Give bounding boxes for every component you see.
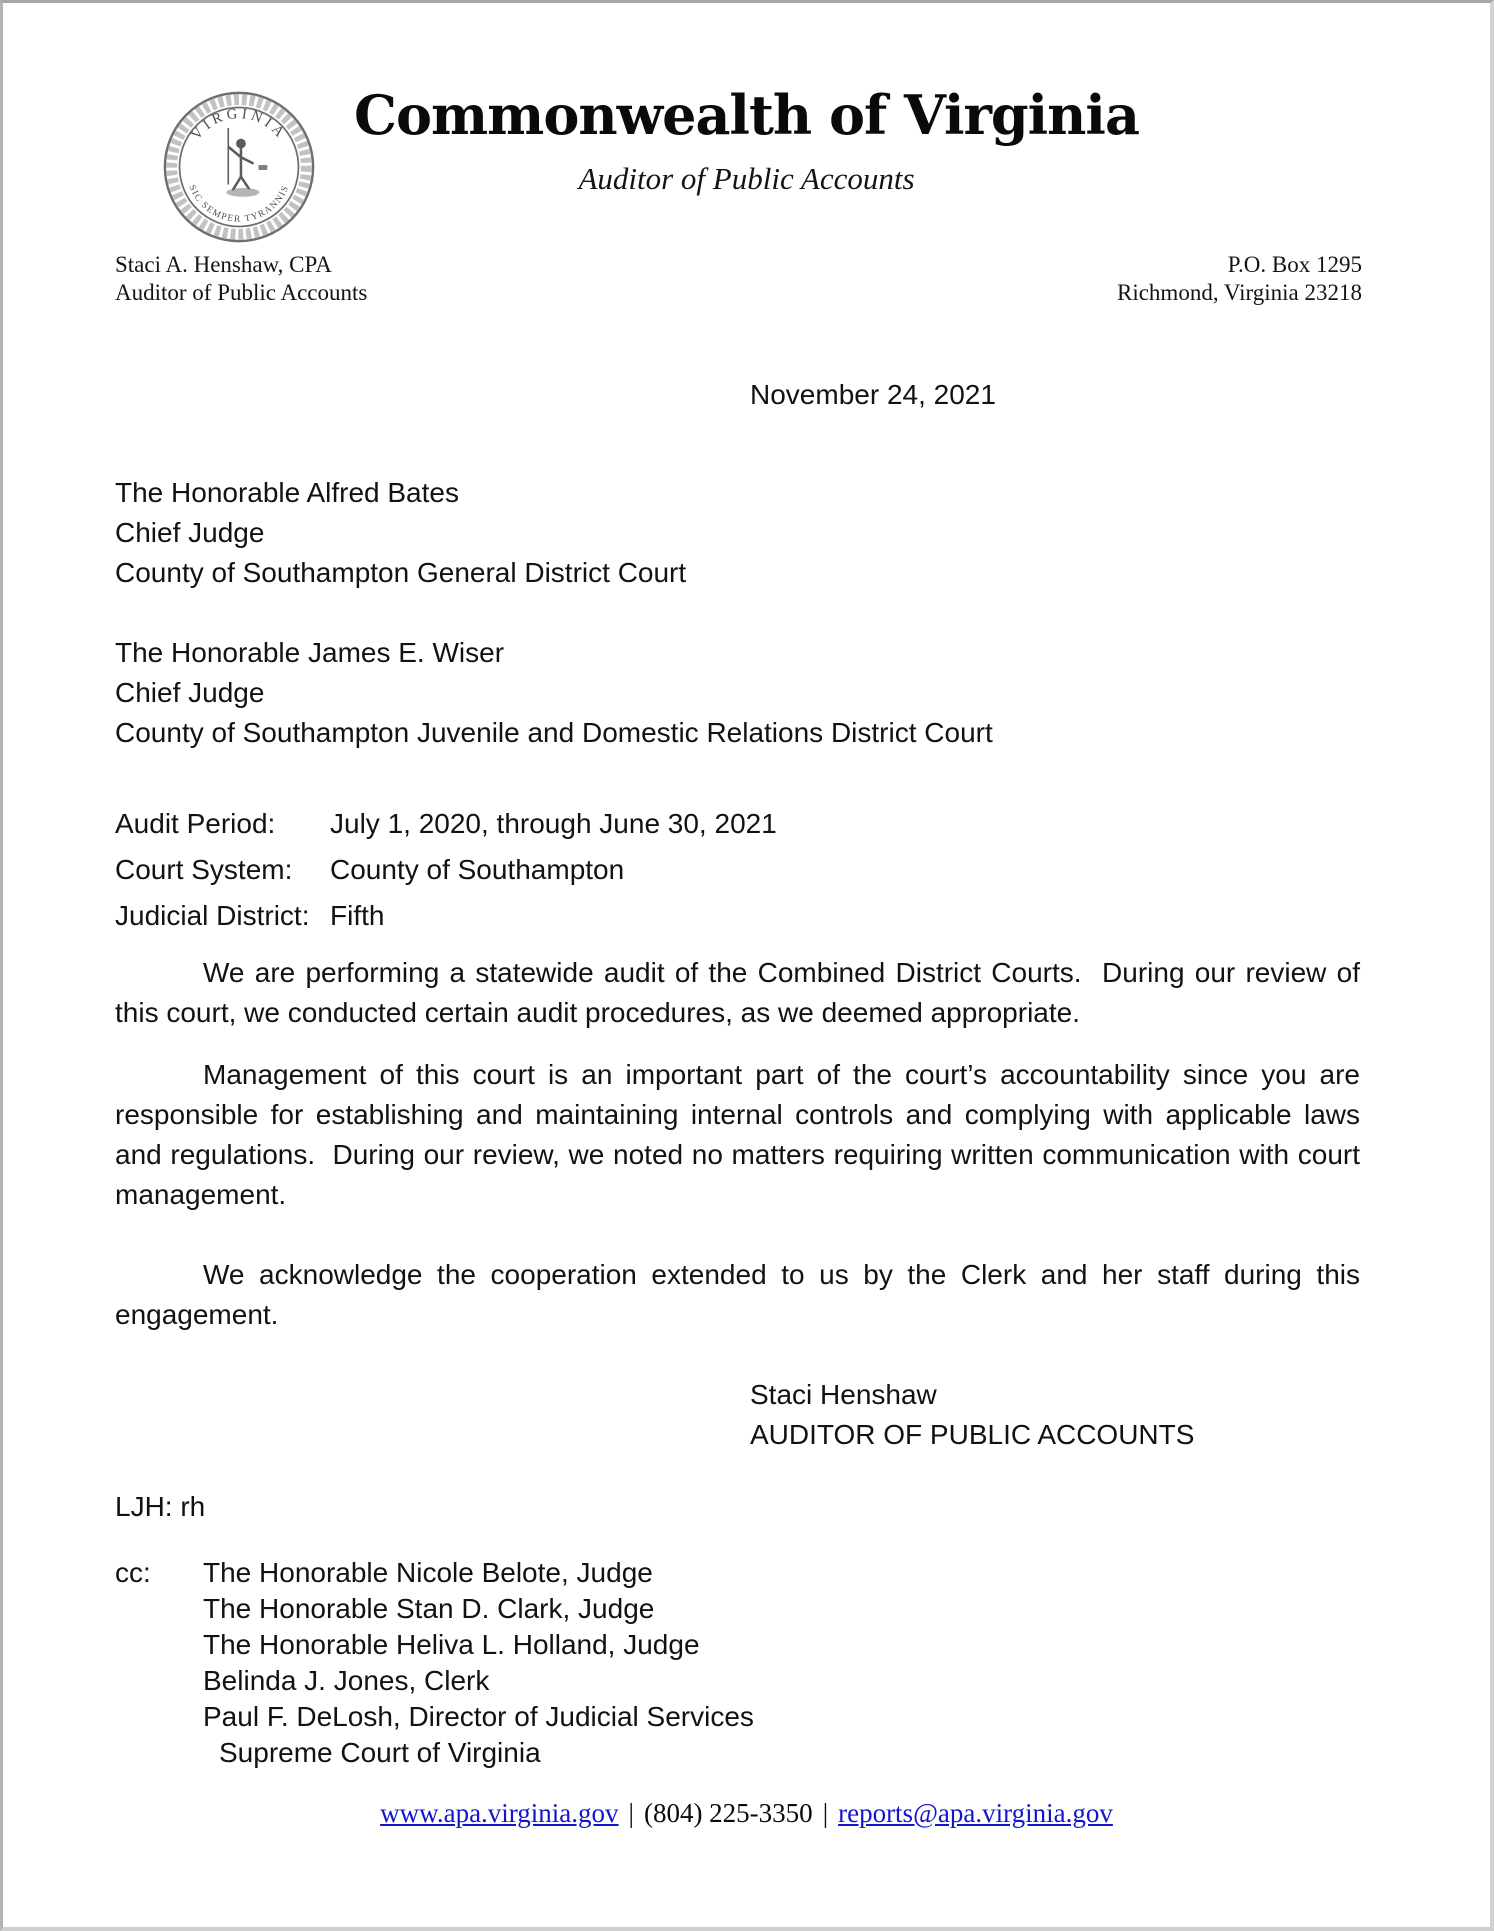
seal-top-text: VIRGINIA (188, 105, 290, 144)
signature-title: AUDITOR OF PUBLIC ACCOUNTS (750, 1419, 1195, 1450)
seal-bottom-text: SIC SEMPER TYRANNIS (186, 183, 292, 225)
audit-period-label: Audit Period: (115, 808, 276, 839)
cc-entry: The Honorable Heliva L. Holland, Judge (203, 1629, 700, 1660)
cc-list (203, 1555, 754, 1771)
po-box: P.O. Box 1295 (1227, 252, 1362, 277)
cc-sub-entry: Supreme Court of Virginia (219, 1737, 541, 1768)
footer-separator: | (628, 1798, 634, 1828)
judicial-district-label: Judicial District: (115, 900, 310, 931)
court-system-value: County of Southampton (330, 854, 625, 885)
city-state-zip: Richmond, Virginia 23218 (1116, 280, 1362, 305)
audit-period-value: July 1, 2020, through June 30, 2021 (330, 808, 777, 839)
recipient-title: Chief Judge (115, 517, 265, 548)
signature-block (750, 1375, 1360, 1455)
court-system-label: Court System: (115, 854, 293, 885)
recipient-name: The Honorable Alfred Bates (115, 477, 459, 508)
recipient-block (115, 633, 1360, 753)
cc-block (115, 1555, 1360, 1771)
email-link[interactable]: reports@apa.virginia.gov (838, 1798, 1113, 1828)
cc-entry: The Honorable Stan D. Clark, Judge (203, 1593, 655, 1624)
reference-initials: LJH: rh (115, 1491, 206, 1522)
official-title: Auditor of Public Accounts (115, 280, 368, 305)
recipient-title: Chief Judge (115, 677, 265, 708)
recipient-name: The Honorable James E. Wiser (115, 637, 505, 668)
audit-info-table (115, 801, 1360, 939)
cc-entry: The Honorable Nicole Belote, Judge (203, 1557, 653, 1588)
recipient-block (115, 473, 1360, 593)
recipient-court: County of Southampton Juvenile and Domestic Relations District Court (115, 717, 993, 748)
body-paragraph: We acknowledge the cooperation extended to us by the Clerk and her staff during this engagement. (115, 1259, 1368, 1330)
date-line: November 24, 2021 (750, 379, 996, 410)
letter-body (3, 3, 1490, 1771)
cc-entry: Belinda J. Jones, Clerk (203, 1665, 490, 1696)
body-paragraph: Management of this court is an important part of the court’s accountability since you are responsible for establishing and maintaining internal controls and complying with applicable laws and regulations. During our review, we noted no matters requiring written communication with court management. (115, 1059, 1368, 1210)
masthead-title: Commonwealth of Virginia (354, 83, 1139, 147)
masthead-subtitle: Auditor of Public Accounts (578, 161, 915, 196)
judicial-district-value: Fifth (330, 900, 385, 931)
cc-label: cc: (115, 1557, 151, 1588)
signature-name: Staci Henshaw (750, 1379, 937, 1410)
phone-number: (804) 225-3350 (643, 1798, 813, 1828)
audit-info-row (115, 801, 1360, 847)
footer-separator: | (822, 1798, 829, 1828)
website-link[interactable]: www.apa.virginia.gov (380, 1798, 619, 1828)
official-name: Staci A. Henshaw, CPA (115, 252, 332, 277)
recipient-court: County of Southampton General District Court (115, 557, 687, 588)
page-footer (3, 1798, 1490, 1829)
cc-entry: Paul F. DeLosh, Director of Judicial Services (203, 1701, 754, 1732)
audit-info-row (115, 893, 1360, 939)
audit-info-row (115, 847, 1360, 893)
body-paragraph: We are performing a statewide audit of the Combined District Courts. During our review of this court, we conducted certain audit procedures, as we deemed appropriate. (115, 957, 1368, 1028)
